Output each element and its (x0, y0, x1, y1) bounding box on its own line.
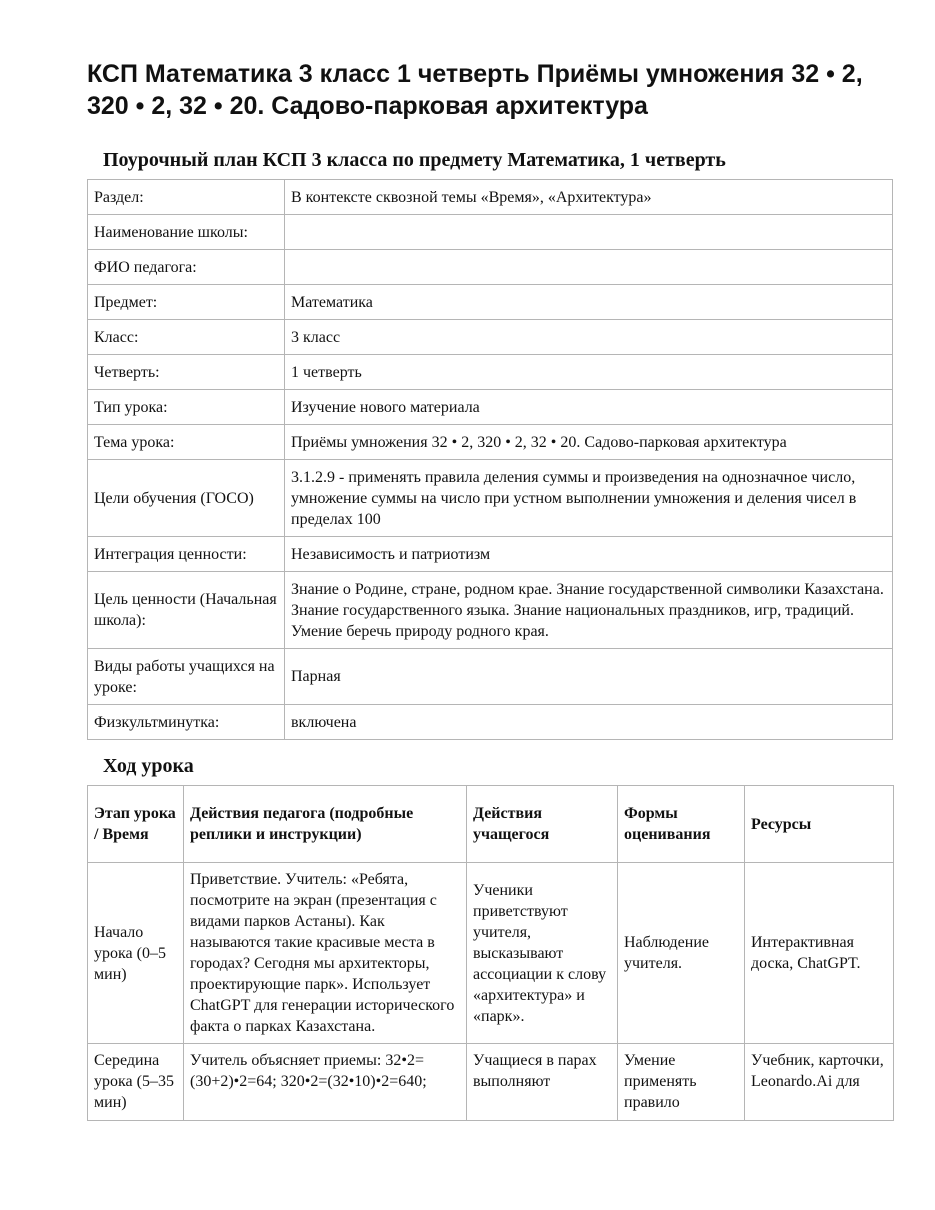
teacher-actions-cell: Приветствие. Учитель: «Ребята, посмотрите на экран (презентация с видами парков Астаны). Как называются такие красивые места в городах? Сегодня мы архитекторы, проектирующие парк». Использует ChatGPT для генерации исторического факта о парках Казахстана. (184, 863, 467, 1044)
stage-cell: Начало урока (0–5 мин) (88, 863, 184, 1044)
info-row-work-types (88, 649, 893, 705)
info-row-section (88, 180, 893, 215)
info-value (285, 215, 893, 250)
resources-cell: Интерактивная доска, ChatGPT. (745, 863, 894, 1044)
info-label: Виды работы учащихся на уроке: (88, 649, 285, 705)
column-header: Действия педагога (подробные реплики и инструкции) (184, 786, 467, 863)
info-row-lesson-type (88, 390, 893, 425)
info-value: Приёмы умножения 32 • 2, 320 • 2, 32 • 20. Садово-парковая архитектура (285, 425, 893, 460)
lesson-heading: Ход урока (103, 755, 194, 777)
info-label: Наименование школы: (88, 215, 285, 250)
info-row-grade (88, 320, 893, 355)
assessment-cell (618, 1044, 745, 1121)
info-value: 1 четверть (285, 355, 893, 390)
lesson-info-table (87, 179, 893, 740)
info-value: Парная (285, 649, 893, 705)
info-value: Знание о Родине, стране, родном крае. Знание государственной символики Казахстана. Знание государственного языка. Знание национальных праздников, игр, традиций. Умение беречь природу родного края. (285, 572, 893, 649)
info-row-goals (88, 460, 893, 537)
info-value: Изучение нового материала (285, 390, 893, 425)
info-label: Четверть: (88, 355, 285, 390)
stage-cell (88, 1044, 184, 1121)
column-header: Этап урока / Время (88, 786, 184, 863)
plan-heading: Поурочный план КСП 3 класса по предмету Математика, 1 четверть (103, 149, 726, 171)
info-label: Интеграция ценности: (88, 537, 285, 572)
info-value: включена (285, 705, 893, 740)
assessment-cell: Наблюдение учителя. (618, 863, 745, 1044)
cell-text: Середина урока (5–35 мин) (94, 1052, 174, 1111)
cell-text: Учебник, карточки, Leonardo.Ai для (751, 1052, 884, 1090)
info-row-exercise-break (88, 705, 893, 740)
info-value: Математика (285, 285, 893, 320)
teacher-actions-cell (184, 1044, 467, 1121)
student-actions-cell: Ученики приветствуют учителя, высказывают ассоциации к слову «архитектура» и «парк». (467, 863, 618, 1044)
lesson-row (88, 863, 894, 1044)
resources-cell (745, 1044, 894, 1121)
info-value: 3.1.2.9 - применять правила деления суммы и произведения на однозначное число, умножение суммы на число при устном выполнении умножения и деления чисел в пределах 100 (285, 460, 893, 537)
info-label: Тип урока: (88, 390, 285, 425)
info-row-value-goal (88, 572, 893, 649)
info-value (285, 250, 893, 285)
lesson-header-row (88, 786, 894, 863)
info-row-value-integration (88, 537, 893, 572)
info-row-quarter (88, 355, 893, 390)
info-label: Раздел: (88, 180, 285, 215)
info-row-subject (88, 285, 893, 320)
column-header: Ресурсы (745, 786, 894, 863)
info-label: Предмет: (88, 285, 285, 320)
cell-text: Учащиеся в парах выполняют (473, 1052, 597, 1090)
document-title: КСП Математика 3 класс 1 четверть Приёмы умножения 32 • 2, 320 • 2, 32 • 20. Садово-парковая архитектура (87, 60, 863, 120)
lesson-flow-table (87, 785, 894, 1121)
column-header: Действия учащегося (467, 786, 618, 863)
info-label: ФИО педагога: (88, 250, 285, 285)
cell-text: Учитель объясняет приемы: 32•2=(30+2)•2=64; 320•2=(32•10)•2=640; (190, 1052, 427, 1090)
student-actions-cell (467, 1044, 618, 1121)
info-row-school (88, 215, 893, 250)
info-label: Физкультминутка: (88, 705, 285, 740)
info-row-teacher (88, 250, 893, 285)
info-value: В контексте сквозной темы «Время», «Архитектура» (285, 180, 893, 215)
info-value: 3 класс (285, 320, 893, 355)
info-label: Цель ценности (Начальная школа): (88, 572, 285, 649)
info-row-topic (88, 425, 893, 460)
column-header: Формы оценивания (618, 786, 745, 863)
lesson-row (88, 1044, 894, 1121)
info-label: Тема урока: (88, 425, 285, 460)
info-label: Класс: (88, 320, 285, 355)
cell-text: Умение применять правило (624, 1052, 697, 1111)
info-label: Цели обучения (ГОСО) (88, 460, 285, 537)
info-value: Независимость и патриотизм (285, 537, 893, 572)
